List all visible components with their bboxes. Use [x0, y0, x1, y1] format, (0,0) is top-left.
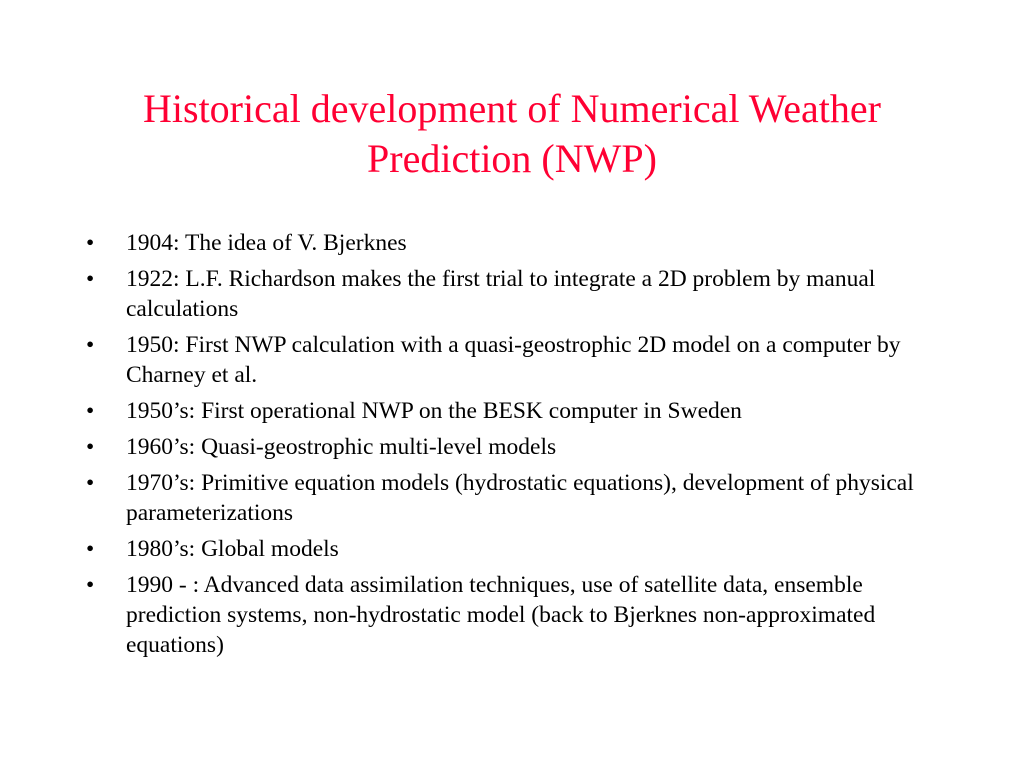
bullet-list	[86, 228, 946, 666]
bullet-icon: •	[86, 434, 95, 460]
bullet-icon: •	[86, 572, 95, 598]
bullet-item	[86, 432, 946, 462]
bullet-item	[86, 330, 946, 390]
bullet-item	[86, 264, 946, 324]
bullet-icon: •	[86, 470, 95, 496]
bullet-text: 1960’s: Quasi-geostrophic multi-level models	[126, 434, 557, 460]
slide-title: Historical development of Numerical Weather Prediction (NWP)	[143, 86, 881, 181]
bullet-item	[86, 228, 946, 258]
bullet-text: 1970’s: Primitive equation models (hydrostatic equations), development of physical parameterizations	[126, 470, 914, 526]
bullet-text: 1950: First NWP calculation with a quasi-geostrophic 2D model on a computer by Charney et al.	[126, 332, 901, 388]
bullet-icon: •	[86, 332, 95, 358]
bullet-icon: •	[86, 230, 95, 256]
bullet-text: 1904: The idea of V. Bjerknes	[126, 230, 407, 256]
bullet-icon: •	[86, 266, 95, 292]
bullet-text: 1950’s: First operational NWP on the BESK computer in Sweden	[126, 398, 742, 424]
bullet-icon: •	[86, 398, 95, 424]
bullet-text: 1980’s: Global models	[126, 536, 339, 562]
bullet-icon: •	[86, 536, 95, 562]
bullet-item	[86, 534, 946, 564]
bullet-item	[86, 468, 946, 528]
bullet-item	[86, 570, 946, 660]
bullet-text: 1922: L.F. Richardson makes the first trial to integrate a 2D problem by manual calculations	[126, 266, 876, 322]
bullet-text: 1990 - : Advanced data assimilation techniques, use of satellite data, ensemble prediction systems, non-hydrostatic model (back to Bjerknes non-approximated equations)	[126, 572, 876, 658]
bullet-item	[86, 396, 946, 426]
